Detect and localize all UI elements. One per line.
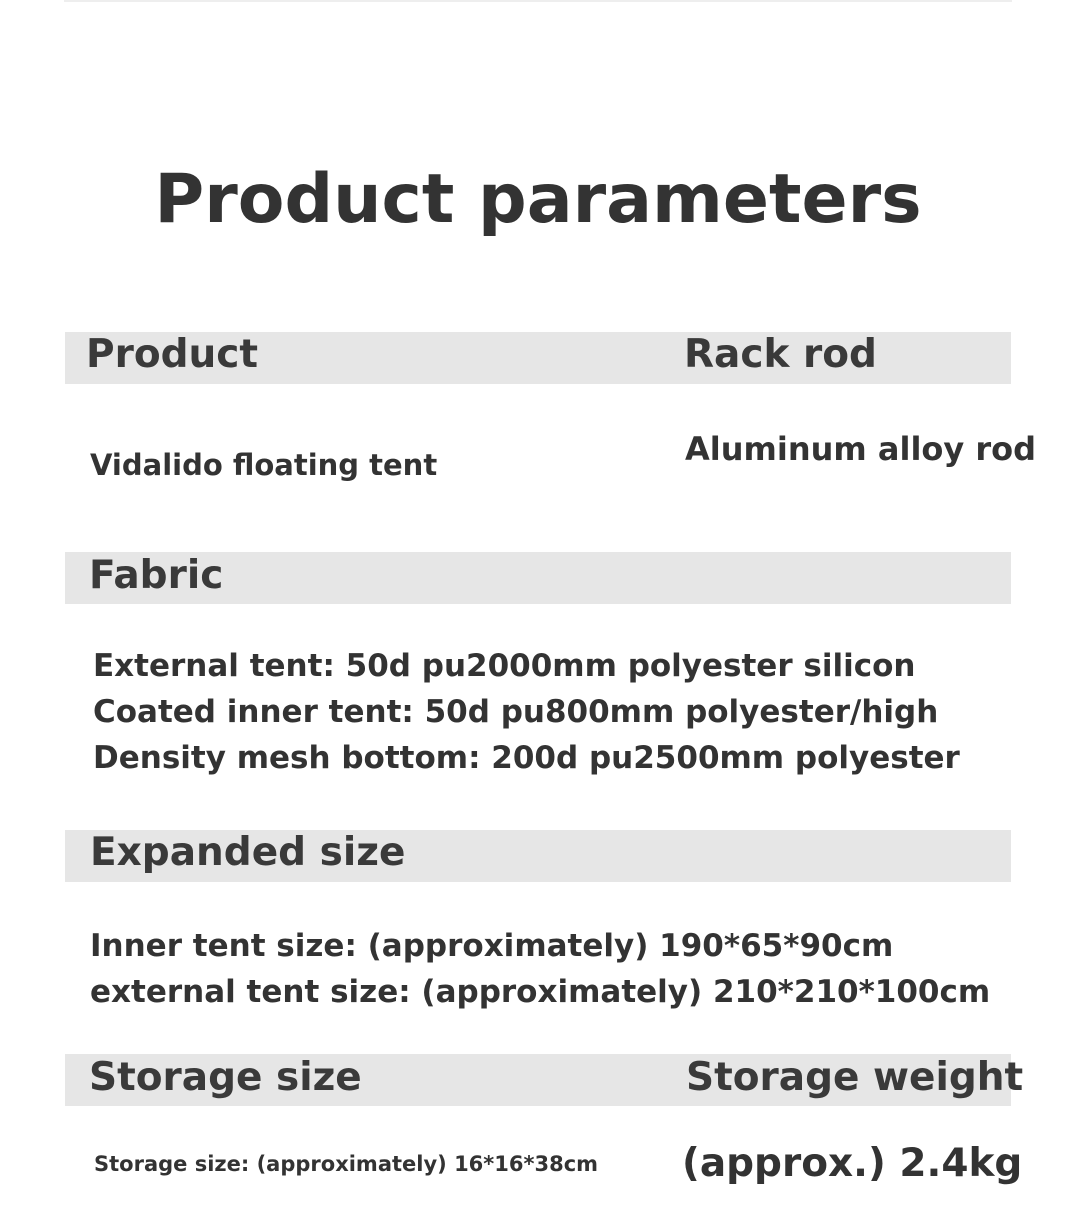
rack-rod-label: Rack rod [684,332,877,377]
product-value: Vidalido floating tent [90,448,438,482]
fabric-line: External tent: 50d pu2000mm polyester silicon [93,648,916,684]
expanded-size-details [90,923,990,1015]
expanded-size-line: external tent size: (approximately) 210*210*100cm [90,974,991,1010]
fabric-label: Fabric [89,553,224,598]
storage-size-value: Storage size: (approximately) 16*16*38cm [94,1152,599,1176]
rack-rod-value: Aluminum alloy rod [685,430,1037,468]
storage-weight-value: (approx.) 2.4kg [682,1141,1023,1186]
product-label: Product [86,332,259,377]
expanded-size-line: Inner tent size: (approximately) 190*65*90cm [90,928,894,964]
storage-size-label: Storage size [89,1055,362,1100]
fabric-line: Density mesh bottom: 200d pu2500mm polyester [93,740,960,776]
fabric-details [93,643,960,781]
top-divider [64,0,1012,2]
expanded-size-label: Expanded size [90,830,406,875]
fabric-line: Coated inner tent: 50d pu800mm polyester/high [93,694,939,730]
storage-weight-label: Storage weight [686,1055,1024,1100]
page-title: Product parameters [154,160,922,239]
